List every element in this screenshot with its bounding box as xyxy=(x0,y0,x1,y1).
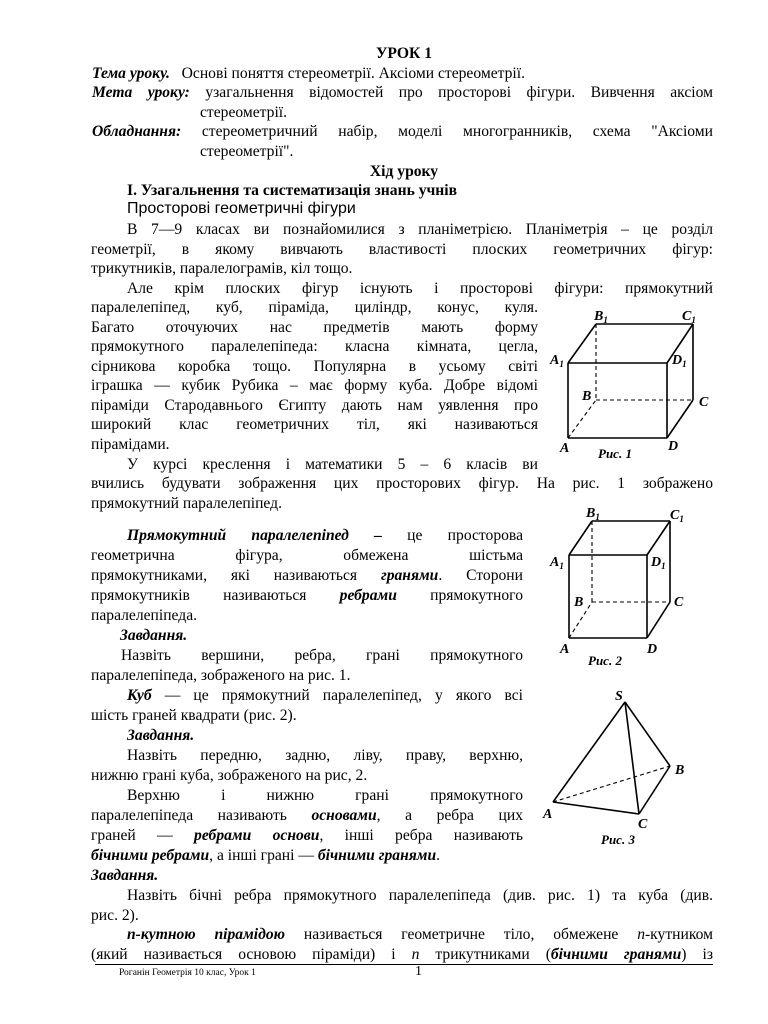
edge-a-b-hidden xyxy=(553,766,670,802)
topic-text: Основі поняття стереометрії. Аксіоми стереометрії. xyxy=(181,65,525,82)
bases-line2: паралелепіпеда називають основами, а ребра цих xyxy=(91,807,524,824)
label-d: D xyxy=(647,642,658,657)
task2-line1: Назвіть передню, задню, ліву, праву, верхню, xyxy=(127,747,523,764)
edge-d1-c1 xyxy=(647,521,670,555)
para2-line5: сірникова коробка тощо. Популярна в усьому світі xyxy=(91,358,538,375)
figure-1-caption: Рис. 1 xyxy=(598,446,632,461)
task3-label: Завдання. xyxy=(91,867,159,884)
label-a: A xyxy=(560,642,570,657)
para3-line3: прямокутний паралелепіпед. xyxy=(91,495,282,512)
figure-3-caption: Рис. 3 xyxy=(601,832,635,847)
label-c1: $C_1$ xyxy=(682,309,696,325)
cube-def-line1: Куб — це прямокутний паралелепіпед, у якого всі xyxy=(127,687,523,704)
edge-a1-b1 xyxy=(568,324,596,363)
edge-a1-b1 xyxy=(569,521,592,555)
def1-line1: Прямокутний паралелепіпед – це просторова xyxy=(127,527,523,544)
bases-line1: Верхню і нижню грані прямокутного xyxy=(127,787,523,804)
label-c: C xyxy=(638,817,648,832)
para2-line1: Але крім плоских фігур існують і просторові фігури: прямокутний xyxy=(127,280,713,297)
figure-2-caption: Рис. 2 xyxy=(588,653,622,668)
task1-line2: паралелепіпеда, зображеного на рис. 1. xyxy=(91,667,351,684)
equipment-label: Обладнання: xyxy=(92,123,182,140)
para1-line2: геометрії, в якому вивчають властивості плоских геометричних фігур: xyxy=(91,241,713,258)
label-b1: $B_1$ xyxy=(586,506,600,522)
figure-3-pyramid xyxy=(541,686,697,852)
figure-1-parallelepiped xyxy=(546,306,718,466)
label-a1: $A_1$ xyxy=(550,353,564,369)
def1-line5: паралелепіпеда. xyxy=(91,607,198,624)
label-c: C xyxy=(699,395,709,410)
label-b1: $B_1$ xyxy=(594,309,608,325)
def1-line4: прямокутників називаються ребрами прямокутного xyxy=(91,587,523,604)
para3-line1: У курсі креслення і математики 5 – 6 класів ви xyxy=(127,456,538,473)
def1-term: Прямокутний паралелепіпед – xyxy=(127,527,382,544)
para2-line3: Багато оточуючих нас предметів мають форму xyxy=(91,319,538,336)
course-heading: Хід уроку xyxy=(369,163,439,180)
section-heading: I. Узагальнення та систематизація знань учнів xyxy=(127,182,458,199)
lesson-title: УРОК 1 xyxy=(375,45,432,62)
label-c1: $C_1$ xyxy=(670,508,684,524)
label-b: B xyxy=(675,763,685,778)
subheading: Просторові геометричні фігури xyxy=(127,200,356,217)
goal-line: Мета уроку: узагальнення відомостей про просторові фігури. Вивчення аксіом xyxy=(92,84,713,101)
para1-line1: В 7—9 класах ви познайомилися з планіметрією. Планіметрія – це розділ xyxy=(127,221,713,238)
goal-label: Мета уроку: xyxy=(92,84,190,101)
label-d: D xyxy=(668,439,679,454)
para2-line8: широкий клас геометричних тіл, які називаються xyxy=(91,416,538,433)
label-d1: $D_1$ xyxy=(651,555,666,571)
equipment-line: Обладнання: стереометричний набір, моделі многогранників, схема "Аксіоми xyxy=(92,123,713,140)
label-b: B xyxy=(574,595,584,610)
edge-s-a xyxy=(553,702,625,802)
edge-d-c xyxy=(647,602,670,638)
pyramid-term: n-кутною пірамідою xyxy=(127,926,286,943)
cube-def-line2: шість граней квадрати (рис. 2). xyxy=(91,707,297,724)
label-b: B xyxy=(582,389,592,404)
task1-label: Завдання. xyxy=(120,627,188,644)
edge-a-c xyxy=(553,802,639,814)
edge-a-b-hidden xyxy=(568,400,596,438)
topic-label: Тема уроку. xyxy=(92,65,170,82)
pyramid-line1: n-кутною пірамідою називається геометричне тіло, обмежене n-кутником xyxy=(127,926,713,943)
bases-line3: граней — ребрами основи, інші ребра називають xyxy=(91,827,523,844)
label-d1: $D_1$ xyxy=(672,353,687,369)
task2-label: Завдання. xyxy=(127,727,195,744)
page-number: 1 xyxy=(415,964,422,979)
footer-rule xyxy=(95,964,713,965)
edge-c-b xyxy=(639,766,670,814)
footer-text: Роганін Геометрія 10 клас, Урок 1 xyxy=(119,968,256,978)
bases-line4: бічними ребрами, а інші грані — бічними гранями. xyxy=(91,847,441,864)
label-a1: $A_1$ xyxy=(550,555,564,571)
task3-line2: рис. 2). xyxy=(91,907,139,924)
para2-line4: прямокутного паралелепіпеда: класна кімната, цегла, xyxy=(91,338,538,355)
edge-d-c xyxy=(667,400,693,438)
para1-line3: трикутників, паралелограмів, кіл тощо. xyxy=(91,260,353,277)
label-c: C xyxy=(674,595,684,610)
goal-line-2: стереометрії. xyxy=(200,104,288,121)
task2-line2: нижню грані куба, зображеного на рис, 2. xyxy=(91,767,368,784)
equipment-line-2: стереометрії". xyxy=(200,143,294,160)
pyramid-line2: (який називається основою піраміди) і n трикутниками (бічними гранями) із xyxy=(91,946,713,963)
para2-line6: іграшка — кубик Рубика – має форму куба. Добре відомі xyxy=(91,377,538,394)
para2-line7: піраміди Стародавнього Єгипту дають нам уявлення про xyxy=(91,397,538,414)
def1-line3: прямокутниками, які називаються гранями. Сторони xyxy=(91,567,523,584)
para3-line2: вчились будувати зображення цих просторових фігур. На рис. 1 зображено xyxy=(91,475,713,492)
def1-line2: геометрична фігура, обмежена шістьма xyxy=(91,547,523,564)
task1-line1: Назвіть вершини, ребра, грані прямокутного xyxy=(121,647,523,664)
topic-line xyxy=(92,64,717,83)
cube-term: Куб xyxy=(127,687,152,704)
task3-line1: Назвіть бічні ребра прямокутного паралелепіпеда (див. рис. 1) та куба (див. xyxy=(127,887,713,904)
figure-2-cube xyxy=(546,502,712,672)
label-s: S xyxy=(615,689,623,704)
label-a: A xyxy=(543,807,553,822)
para2-line9: пірамідами. xyxy=(91,436,170,453)
label-a: A xyxy=(560,441,570,456)
para2-line2: паралелепіпед, куб, піраміда, циліндр, конус, куля. xyxy=(91,299,538,316)
